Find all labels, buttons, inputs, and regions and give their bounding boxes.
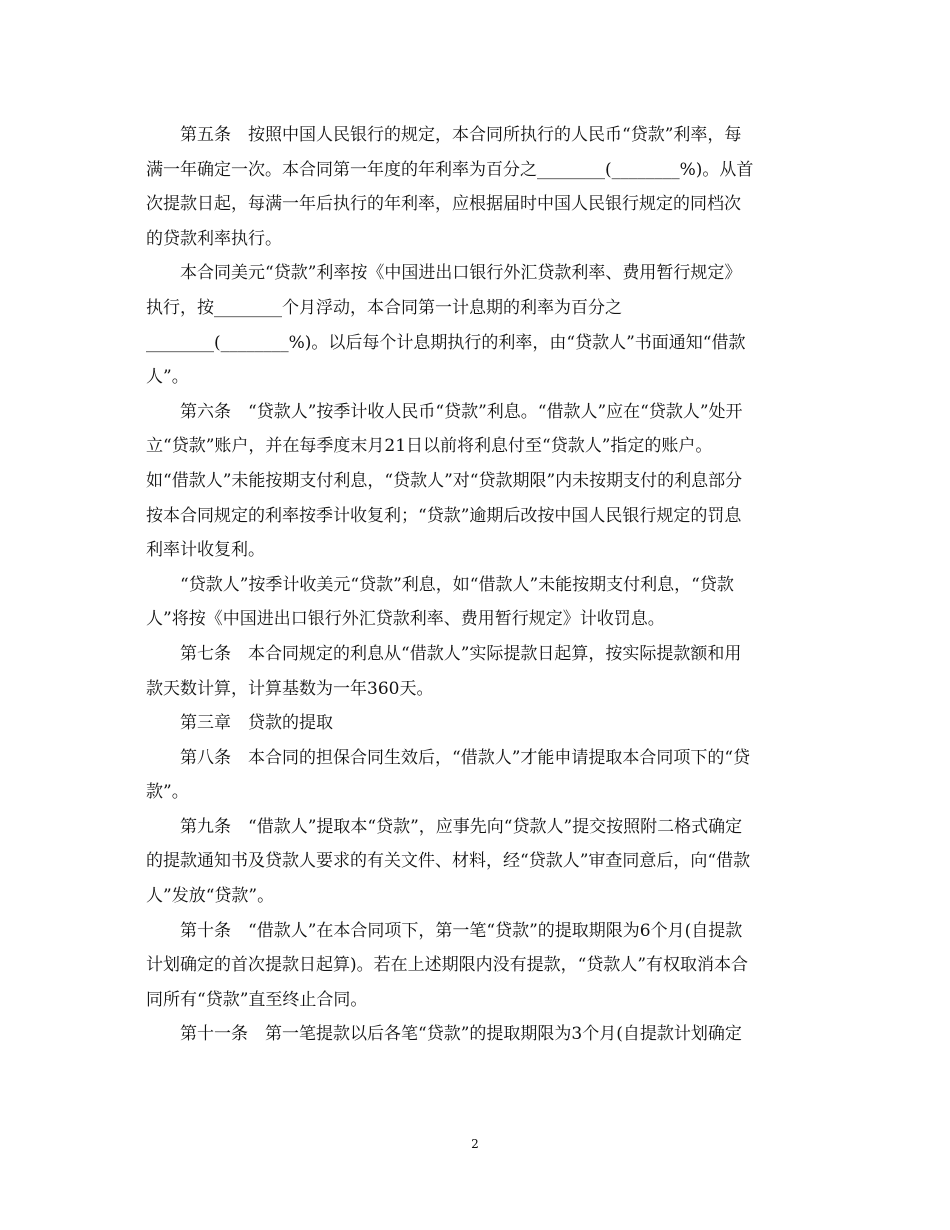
text-line: 人”发放“贷款”。 <box>146 886 275 907</box>
text-line: ________(________%)。以后每个计息期执行的利率，由“贷款人”书面通知“借款 <box>146 332 746 353</box>
document-body <box>146 118 806 1052</box>
text-line: 款”。 <box>146 782 189 803</box>
text-line: 第五条 按照中国人民银行的规定，本合同所执行的人民币“贷款”利率，每 <box>180 125 742 145</box>
text-line: “贷款人”按季计收美元“贷款”利息，如“借款人”未能按期支付利息，“贷款 <box>180 574 734 595</box>
text-line: 第六条 “贷款人”按季计收人民币“贷款”利息。“借款人”应在“贷款人”处开 <box>180 401 743 422</box>
text-line: 立“贷款”账户，并在每季度末月21日以前将利息付至“贷款人”指定的账户。 <box>146 436 713 457</box>
text-line: 第三章 贷款的提取 <box>180 713 333 734</box>
text-line: 按本合同规定的利率按季计收复利；“贷款”逾期后改按中国人民银行规定的罚息 <box>146 505 742 526</box>
text-line: 第十条 “借款人”在本合同项下，第一笔“贷款”的提取期限为6个月(自提款 <box>180 920 743 941</box>
text-line: 的贷款利率执行。 <box>146 228 282 249</box>
text-line: 满一年确定一次。本合同第一年度的年利率为百分之________(________%)。从首 <box>146 159 754 180</box>
text-line: 次提款日起，每满一年后执行的年利率，应根据届时中国人民银行规定的同档次 <box>146 194 741 215</box>
text-line: 的提款通知书及贷款人要求的有关文件、材料，经“贷款人”审查同意后，向“借款 <box>146 851 751 872</box>
text-line: 款天数计算，计算基数为一年360天。 <box>146 678 434 699</box>
text-line: 利率计收复利。 <box>146 540 265 561</box>
page-number: 2 <box>471 1137 479 1151</box>
text-line: 人”将按《中国进出口银行外汇贷款利率、费用暂行规定》计收罚息。 <box>146 609 665 630</box>
text-line: 执行，按________个月浮动，本合同第一计息期的利率为百分之 <box>146 297 622 318</box>
text-line: 同所有“贷款”直至终止合同。 <box>146 989 368 1010</box>
text-line: 人”。 <box>146 367 189 388</box>
text-line: 第十一条 第一笔提款以后各笔“贷款”的提取期限为3个月(自提款计划确定 <box>180 1024 742 1045</box>
text-line: 第七条 本合同规定的利息从“借款人”实际提款日起算，按实际提款额和用 <box>180 643 742 664</box>
text-line: 如“借款人”未能按期支付利息，“贷款人”对“贷款期限”内未按期支付的利息部分 <box>146 470 743 491</box>
text-line: 第八条 本合同的担保合同生效后，“借款人”才能申请提取本合同项下的“贷 <box>180 747 751 768</box>
text-line: 计划确定的首次提款日起算)。若在上述期限内没有提款，“贷款人”有权取消本合 <box>146 955 749 976</box>
text-line: 第九条 “借款人”提取本“贷款”，应事先向“贷款人”提交按照附二格式确定 <box>180 816 743 837</box>
text-line: 本合同美元“贷款”利率按《中国进出口银行外汇贷款利率、费用暂行规定》 <box>180 263 742 284</box>
